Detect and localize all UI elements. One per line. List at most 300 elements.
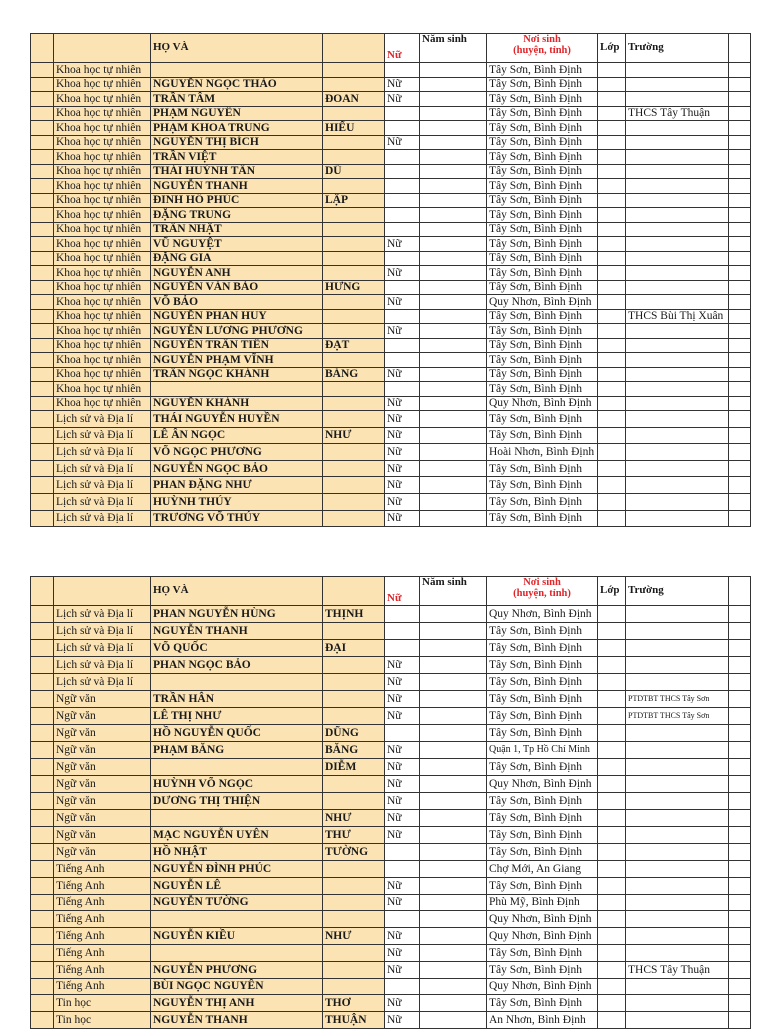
school-cell bbox=[626, 444, 729, 461]
row-blank-cell bbox=[31, 510, 54, 527]
school-cell bbox=[626, 674, 729, 691]
school-cell bbox=[626, 324, 729, 339]
surname-cell: PHẠM NGUYÊN bbox=[151, 106, 323, 121]
table-row bbox=[31, 877, 751, 894]
table-row bbox=[31, 280, 751, 295]
class-cell bbox=[598, 193, 626, 208]
surname-cell: NGUYỄN KIỀU bbox=[151, 928, 323, 945]
given-name-cell bbox=[323, 150, 385, 165]
row-blank-cell bbox=[31, 691, 54, 708]
row-extra-cell bbox=[729, 222, 751, 237]
gender-cell bbox=[385, 222, 420, 237]
birth-year-cell bbox=[420, 251, 487, 266]
class-cell bbox=[598, 135, 626, 150]
row-blank-cell bbox=[31, 640, 54, 657]
row-blank-cell bbox=[31, 978, 54, 995]
gender-cell: Nữ bbox=[385, 877, 420, 894]
row-extra-cell bbox=[729, 640, 751, 657]
birthplace-cell: Tây Sơn, Bình Định bbox=[487, 309, 598, 324]
birth-year-cell bbox=[420, 640, 487, 657]
row-blank-cell bbox=[31, 179, 54, 194]
row-extra-cell bbox=[729, 759, 751, 776]
class-cell bbox=[598, 382, 626, 397]
birth-year-cell bbox=[420, 674, 487, 691]
student-table-2 bbox=[30, 576, 751, 1029]
given-name-cell: NHƯ bbox=[323, 810, 385, 827]
row-extra-cell bbox=[729, 266, 751, 281]
given-name-cell: LẬP bbox=[323, 193, 385, 208]
surname-cell bbox=[151, 382, 323, 397]
birth-year-cell bbox=[420, 793, 487, 810]
birthplace-cell: Tây Sơn, Bình Định bbox=[487, 193, 598, 208]
birthplace-cell: Tây Sơn, Bình Định bbox=[487, 353, 598, 368]
birth-year-cell bbox=[420, 827, 487, 844]
school-cell bbox=[626, 396, 729, 411]
row-extra-cell bbox=[729, 179, 751, 194]
birth-year-cell bbox=[420, 338, 487, 353]
row-extra-cell bbox=[729, 309, 751, 324]
row-extra-cell bbox=[729, 324, 751, 339]
school-cell bbox=[626, 208, 729, 223]
row-extra-cell bbox=[729, 961, 751, 978]
gender-cell bbox=[385, 382, 420, 397]
gender-cell: Nữ bbox=[385, 237, 420, 252]
school-cell bbox=[626, 861, 729, 878]
surname-cell: VÕ BẢO bbox=[151, 295, 323, 310]
row-blank-cell bbox=[31, 266, 54, 281]
row-blank-cell bbox=[31, 92, 54, 107]
school-cell bbox=[626, 353, 729, 368]
class-cell bbox=[598, 844, 626, 861]
row-extra-cell bbox=[729, 382, 751, 397]
school-cell bbox=[626, 725, 729, 742]
school-cell bbox=[626, 640, 729, 657]
row-extra-cell bbox=[729, 944, 751, 961]
subject-cell: Khoa học tự nhiên bbox=[54, 208, 151, 223]
birthplace-cell: Tây Sơn, Bình Định bbox=[487, 222, 598, 237]
school-cell bbox=[626, 460, 729, 477]
birth-year-cell bbox=[420, 280, 487, 295]
subject-cell: Tiếng Anh bbox=[54, 877, 151, 894]
subject-cell: Ngữ văn bbox=[54, 742, 151, 759]
table-row bbox=[31, 978, 751, 995]
row-extra-cell bbox=[729, 135, 751, 150]
birth-year-cell bbox=[420, 324, 487, 339]
given-name-cell bbox=[323, 106, 385, 121]
header-extra-cell bbox=[729, 577, 751, 606]
gender-cell bbox=[385, 623, 420, 640]
row-extra-cell bbox=[729, 493, 751, 510]
header-noi-sinh bbox=[487, 577, 598, 606]
row-blank-cell bbox=[31, 193, 54, 208]
row-extra-cell bbox=[729, 63, 751, 78]
school-cell bbox=[626, 844, 729, 861]
birth-year-cell bbox=[420, 978, 487, 995]
gender-cell: Nữ bbox=[385, 827, 420, 844]
birth-year-cell bbox=[420, 776, 487, 793]
given-name-cell: THƠ bbox=[323, 995, 385, 1012]
birthplace-cell: Quy Nhơn, Bình Định bbox=[487, 978, 598, 995]
birthplace-cell: Tây Sơn, Bình Định bbox=[487, 382, 598, 397]
row-blank-cell bbox=[31, 911, 54, 928]
given-name-cell bbox=[323, 477, 385, 494]
class-cell bbox=[598, 640, 626, 657]
class-cell bbox=[598, 944, 626, 961]
surname-cell: VÕ NGỌC PHƯƠNG bbox=[151, 444, 323, 461]
subject-cell: Lịch sử và Địa lí bbox=[54, 427, 151, 444]
class-cell bbox=[598, 978, 626, 995]
birth-year-cell bbox=[420, 861, 487, 878]
header-noi-sinh-line2: (huyện, tỉnh) bbox=[513, 45, 571, 57]
gender-cell: Nữ bbox=[385, 135, 420, 150]
class-cell bbox=[598, 164, 626, 179]
school-cell bbox=[626, 510, 729, 527]
table-row bbox=[31, 477, 751, 494]
birth-year-cell bbox=[420, 382, 487, 397]
row-blank-cell bbox=[31, 280, 54, 295]
table-row bbox=[31, 396, 751, 411]
birthplace-cell: Tây Sơn, Bình Định bbox=[487, 179, 598, 194]
student-table-1 bbox=[30, 33, 751, 527]
surname-cell: VŨ NGUYỆT bbox=[151, 237, 323, 252]
gender-cell bbox=[385, 640, 420, 657]
given-name-cell bbox=[323, 961, 385, 978]
birthplace-cell: Tây Sơn, Bình Định bbox=[487, 877, 598, 894]
row-extra-cell bbox=[729, 193, 751, 208]
surname-cell bbox=[151, 810, 323, 827]
row-blank-cell bbox=[31, 382, 54, 397]
subject-cell: Khoa học tự nhiên bbox=[54, 106, 151, 121]
class-cell bbox=[598, 691, 626, 708]
school-cell: THCS Tây Thuận bbox=[626, 106, 729, 121]
table-row bbox=[31, 657, 751, 674]
surname-cell: PHẠM BĂNG bbox=[151, 742, 323, 759]
row-blank-cell bbox=[31, 1012, 54, 1029]
table-row bbox=[31, 708, 751, 725]
table-row bbox=[31, 222, 751, 237]
birth-year-cell bbox=[420, 179, 487, 194]
gender-cell: Nữ bbox=[385, 367, 420, 382]
row-blank-cell bbox=[31, 367, 54, 382]
school-cell bbox=[626, 776, 729, 793]
birthplace-cell: Tây Sơn, Bình Định bbox=[487, 164, 598, 179]
birth-year-cell bbox=[420, 623, 487, 640]
birthplace-cell: Tây Sơn, Bình Định bbox=[487, 844, 598, 861]
surname-cell: NGUYỄN PHƯƠNG bbox=[151, 961, 323, 978]
row-extra-cell bbox=[729, 92, 751, 107]
birthplace-cell: Quy Nhơn, Bình Định bbox=[487, 911, 598, 928]
given-name-cell bbox=[323, 894, 385, 911]
school-cell bbox=[626, 493, 729, 510]
birth-year-cell bbox=[420, 944, 487, 961]
class-cell bbox=[598, 295, 626, 310]
gender-cell: Nữ bbox=[385, 1012, 420, 1029]
surname-cell: NGUYỄN PHẠM VĨNH bbox=[151, 353, 323, 368]
birth-year-cell bbox=[420, 911, 487, 928]
subject-cell: Lịch sử và Địa lí bbox=[54, 606, 151, 623]
surname-cell: NGUYỄN ĐÌNH PHÚC bbox=[151, 861, 323, 878]
row-blank-cell bbox=[31, 77, 54, 92]
table-row bbox=[31, 353, 751, 368]
subject-cell: Khoa học tự nhiên bbox=[54, 338, 151, 353]
table-row bbox=[31, 928, 751, 945]
birthplace-cell: Hoài Nhơn, Bình Định bbox=[487, 444, 598, 461]
subject-cell: Lịch sử và Địa lí bbox=[54, 460, 151, 477]
surname-cell: PHAN NGUYỄN HÙNG bbox=[151, 606, 323, 623]
surname-cell bbox=[151, 759, 323, 776]
class-cell bbox=[598, 427, 626, 444]
table-row bbox=[31, 63, 751, 78]
class-cell bbox=[598, 995, 626, 1012]
header-subject-cell bbox=[54, 34, 151, 63]
header-truong: Trường bbox=[626, 577, 729, 606]
school-cell bbox=[626, 978, 729, 995]
row-extra-cell bbox=[729, 237, 751, 252]
birth-year-cell bbox=[420, 460, 487, 477]
school-cell bbox=[626, 810, 729, 827]
surname-cell: NGUYỄN ANH bbox=[151, 266, 323, 281]
gender-cell: Nữ bbox=[385, 411, 420, 428]
subject-cell: Lịch sử và Địa lí bbox=[54, 640, 151, 657]
school-cell bbox=[626, 135, 729, 150]
row-extra-cell bbox=[729, 827, 751, 844]
header-extra-cell bbox=[729, 34, 751, 63]
class-cell bbox=[598, 251, 626, 266]
class-cell bbox=[598, 776, 626, 793]
surname-cell: THÁI HUỲNH TẤN bbox=[151, 164, 323, 179]
class-cell bbox=[598, 606, 626, 623]
subject-cell: Tiếng Anh bbox=[54, 944, 151, 961]
row-blank-cell bbox=[31, 396, 54, 411]
subject-cell: Khoa học tự nhiên bbox=[54, 63, 151, 78]
gender-cell: Nữ bbox=[385, 961, 420, 978]
table-row bbox=[31, 606, 751, 623]
surname-cell: TRƯƠNG VÕ THÚY bbox=[151, 510, 323, 527]
gender-cell: Nữ bbox=[385, 92, 420, 107]
surname-cell: NGUYỄN LÊ bbox=[151, 877, 323, 894]
header-ho-va: HỌ VÀ bbox=[151, 577, 323, 606]
birth-year-cell bbox=[420, 92, 487, 107]
given-name-cell bbox=[323, 208, 385, 223]
table-row bbox=[31, 193, 751, 208]
row-extra-cell bbox=[729, 691, 751, 708]
row-extra-cell bbox=[729, 623, 751, 640]
header-noi-sinh bbox=[487, 34, 598, 63]
gender-cell: Nữ bbox=[385, 477, 420, 494]
school-cell: THCS Tây Thuận bbox=[626, 961, 729, 978]
row-extra-cell bbox=[729, 708, 751, 725]
surname-cell: NGUYỄN THỊ BÍCH bbox=[151, 135, 323, 150]
birthplace-cell: Tây Sơn, Bình Định bbox=[487, 237, 598, 252]
given-name-cell bbox=[323, 657, 385, 674]
row-blank-cell bbox=[31, 810, 54, 827]
surname-cell: PHAN ĐẶNG NHƯ bbox=[151, 477, 323, 494]
class-cell bbox=[598, 961, 626, 978]
subject-cell: Ngữ văn bbox=[54, 793, 151, 810]
row-extra-cell bbox=[729, 810, 751, 827]
school-cell bbox=[626, 827, 729, 844]
class-cell bbox=[598, 793, 626, 810]
table-row bbox=[31, 251, 751, 266]
gender-cell bbox=[385, 911, 420, 928]
birth-year-cell bbox=[420, 106, 487, 121]
surname-cell: NGUYỄN VĂN BẢO bbox=[151, 280, 323, 295]
class-cell bbox=[598, 280, 626, 295]
row-blank-cell bbox=[31, 222, 54, 237]
class-cell bbox=[598, 237, 626, 252]
row-extra-cell bbox=[729, 367, 751, 382]
row-blank-cell bbox=[31, 742, 54, 759]
row-extra-cell bbox=[729, 978, 751, 995]
gender-cell bbox=[385, 121, 420, 136]
subject-cell: Tiếng Anh bbox=[54, 894, 151, 911]
subject-cell: Khoa học tự nhiên bbox=[54, 367, 151, 382]
table-row bbox=[31, 77, 751, 92]
given-name-cell bbox=[323, 222, 385, 237]
surname-cell: VÕ QUỐC bbox=[151, 640, 323, 657]
given-name-cell bbox=[323, 776, 385, 793]
row-blank-cell bbox=[31, 944, 54, 961]
surname-cell: DƯƠNG THỊ THIỆN bbox=[151, 793, 323, 810]
school-cell: THCS Bùi Thị Xuân bbox=[626, 309, 729, 324]
birthplace-cell: Tây Sơn, Bình Định bbox=[487, 208, 598, 223]
birthplace-cell: Tây Sơn, Bình Định bbox=[487, 77, 598, 92]
surname-cell: ĐẶNG GIA bbox=[151, 251, 323, 266]
gender-cell: Nữ bbox=[385, 324, 420, 339]
given-name-cell: NHƯ bbox=[323, 427, 385, 444]
gender-cell: Nữ bbox=[385, 776, 420, 793]
birth-year-cell bbox=[420, 742, 487, 759]
given-name-cell bbox=[323, 877, 385, 894]
class-cell bbox=[598, 493, 626, 510]
table-row bbox=[31, 444, 751, 461]
birthplace-cell: Tây Sơn, Bình Định bbox=[487, 251, 598, 266]
gender-cell: Nữ bbox=[385, 691, 420, 708]
subject-cell: Lịch sử và Địa lí bbox=[54, 674, 151, 691]
school-cell bbox=[626, 251, 729, 266]
birthplace-cell: Tây Sơn, Bình Định bbox=[487, 266, 598, 281]
row-blank-cell bbox=[31, 251, 54, 266]
class-cell bbox=[598, 861, 626, 878]
class-cell bbox=[598, 477, 626, 494]
school-cell bbox=[626, 77, 729, 92]
given-name-cell bbox=[323, 309, 385, 324]
class-cell bbox=[598, 674, 626, 691]
subject-cell: Khoa học tự nhiên bbox=[54, 251, 151, 266]
birth-year-cell bbox=[420, 427, 487, 444]
given-name-cell bbox=[323, 237, 385, 252]
class-cell bbox=[598, 759, 626, 776]
row-blank-cell bbox=[31, 928, 54, 945]
subject-cell: Khoa học tự nhiên bbox=[54, 92, 151, 107]
birthplace-cell: Tây Sơn, Bình Định bbox=[487, 827, 598, 844]
row-extra-cell bbox=[729, 164, 751, 179]
subject-cell: Khoa học tự nhiên bbox=[54, 193, 151, 208]
surname-cell: LÊ ÂN NGỌC bbox=[151, 427, 323, 444]
gender-cell bbox=[385, 353, 420, 368]
row-blank-cell bbox=[31, 208, 54, 223]
gender-cell: Nữ bbox=[385, 793, 420, 810]
school-cell bbox=[626, 657, 729, 674]
header-lop: Lớp bbox=[598, 577, 626, 606]
given-name-cell bbox=[323, 793, 385, 810]
given-name-cell: THUẬN bbox=[323, 1012, 385, 1029]
gender-cell: Nữ bbox=[385, 427, 420, 444]
row-blank-cell bbox=[31, 894, 54, 911]
class-cell bbox=[598, 222, 626, 237]
school-cell bbox=[626, 742, 729, 759]
table-row bbox=[31, 894, 751, 911]
birthplace-cell: Tây Sơn, Bình Định bbox=[487, 493, 598, 510]
birthplace-cell: Tây Sơn, Bình Định bbox=[487, 338, 598, 353]
birthplace-cell: Tây Sơn, Bình Định bbox=[487, 725, 598, 742]
row-extra-cell bbox=[729, 150, 751, 165]
table-row bbox=[31, 92, 751, 107]
row-blank-cell bbox=[31, 961, 54, 978]
header-blank-cell bbox=[31, 34, 54, 63]
row-blank-cell bbox=[31, 776, 54, 793]
class-cell bbox=[598, 460, 626, 477]
row-extra-cell bbox=[729, 396, 751, 411]
school-cell bbox=[626, 995, 729, 1012]
class-cell bbox=[598, 1012, 626, 1029]
table-row bbox=[31, 961, 751, 978]
birth-year-cell bbox=[420, 810, 487, 827]
table-row bbox=[31, 208, 751, 223]
birthplace-cell: Tây Sơn, Bình Định bbox=[487, 280, 598, 295]
subject-cell: Khoa học tự nhiên bbox=[54, 222, 151, 237]
birthplace-cell: Tây Sơn, Bình Định bbox=[487, 367, 598, 382]
row-blank-cell bbox=[31, 444, 54, 461]
header-nu: Nữ bbox=[385, 34, 420, 63]
row-extra-cell bbox=[729, 353, 751, 368]
birth-year-cell bbox=[420, 63, 487, 78]
birth-year-cell bbox=[420, 150, 487, 165]
row-extra-cell bbox=[729, 208, 751, 223]
gender-cell: Nữ bbox=[385, 493, 420, 510]
class-cell bbox=[598, 179, 626, 194]
birthplace-cell: Tây Sơn, Bình Định bbox=[487, 708, 598, 725]
subject-cell: Khoa học tự nhiên bbox=[54, 266, 151, 281]
birthplace-cell: Tây Sơn, Bình Định bbox=[487, 92, 598, 107]
given-name-cell: BĂNG bbox=[323, 742, 385, 759]
class-cell bbox=[598, 208, 626, 223]
subject-cell: Ngữ văn bbox=[54, 725, 151, 742]
birth-year-cell bbox=[420, 493, 487, 510]
birth-year-cell bbox=[420, 135, 487, 150]
header-noi-sinh-line2: (huyện, tỉnh) bbox=[513, 588, 571, 600]
given-name-cell: HƯNG bbox=[323, 280, 385, 295]
header-truong: Trường bbox=[626, 34, 729, 63]
surname-cell: ĐẶNG TRUNG bbox=[151, 208, 323, 223]
school-cell bbox=[626, 477, 729, 494]
class-cell bbox=[598, 827, 626, 844]
row-extra-cell bbox=[729, 280, 751, 295]
row-blank-cell bbox=[31, 877, 54, 894]
subject-cell: Lịch sử và Địa lí bbox=[54, 411, 151, 428]
row-extra-cell bbox=[729, 444, 751, 461]
school-cell bbox=[626, 623, 729, 640]
table-row bbox=[31, 691, 751, 708]
birth-year-cell bbox=[420, 295, 487, 310]
school-cell bbox=[626, 411, 729, 428]
surname-cell: NGUYỄN KHÁNH bbox=[151, 396, 323, 411]
header-noi-sinh-line1: Nơi sinh bbox=[523, 577, 561, 588]
subject-cell: Ngữ văn bbox=[54, 691, 151, 708]
class-cell bbox=[598, 742, 626, 759]
gender-cell: Nữ bbox=[385, 759, 420, 776]
given-name-cell bbox=[323, 460, 385, 477]
